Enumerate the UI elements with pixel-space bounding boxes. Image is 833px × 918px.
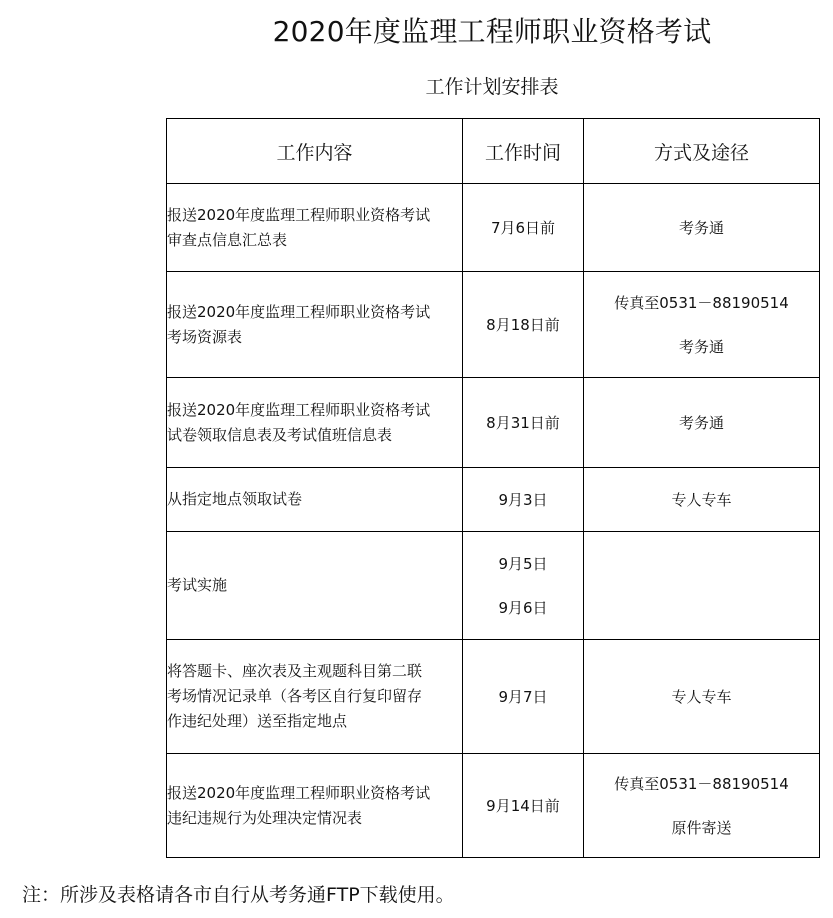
cell-line: 从指定地点领取试卷 [167, 490, 303, 508]
cell-method [584, 378, 820, 468]
cell-line: 9月6日 [498, 598, 548, 617]
cell-method [584, 184, 820, 272]
cell-time [463, 378, 584, 468]
cell-time [463, 532, 584, 640]
cell-line: 传真至0531－88190514 [614, 293, 789, 312]
cell-content [167, 272, 463, 378]
cell-method [584, 754, 820, 858]
document-title: 2020年度监理工程师职业资格考试 [272, 15, 712, 48]
cell-line: 将答题卡、座次表及主观题科目第二联 [167, 662, 423, 680]
cell-line: 考场资源表 [167, 327, 243, 346]
cell-line: 专人专车 [671, 490, 732, 509]
cell-line: 专人专车 [671, 687, 732, 706]
cell-line: 传真至0531－88190514 [614, 774, 789, 793]
cell-line: 原件寄送 [671, 818, 732, 837]
cell-line: 作违纪处理）送至指定地点 [167, 712, 348, 730]
cell-line: 报送2020年度监理工程师职业资格考试 [167, 205, 431, 224]
table-row [167, 754, 820, 858]
table-row [167, 532, 820, 640]
cell-line: 8月31日前 [486, 413, 560, 432]
cell-line: 报送2020年度监理工程师职业资格考试 [167, 302, 431, 321]
cell-time [463, 468, 584, 532]
cell-line: 考务通 [678, 413, 724, 432]
cell-time [463, 184, 584, 272]
cell-time [463, 272, 584, 378]
cell-method-empty [584, 532, 820, 640]
cell-line: 报送2020年度监理工程师职业资格考试 [167, 400, 431, 419]
cell-line: 考场情况记录单（各考区自行复印留存 [167, 687, 423, 705]
cell-line: 审查点信息汇总表 [167, 230, 288, 249]
table-row [167, 184, 820, 272]
header-content: 工作内容 [167, 119, 463, 184]
cell-line: 考务通 [678, 337, 724, 356]
cell-content [167, 754, 463, 858]
cell-line: 8月18日前 [486, 315, 560, 334]
cell-time [463, 754, 584, 858]
cell-method [584, 640, 820, 754]
cell-line: 考务通 [678, 218, 724, 237]
cell-content [167, 378, 463, 468]
schedule-table [166, 118, 820, 858]
table-header-row [167, 119, 820, 184]
footnote: 注：所涉及表格请各市自行从考务通FTP下载使用。 [22, 884, 455, 906]
cell-content [167, 532, 463, 640]
cell-line: 7月6日前 [490, 218, 556, 237]
cell-method [584, 468, 820, 532]
cell-line: 违纪违规行为处理决定情况表 [167, 808, 363, 827]
cell-line: 9月14日前 [486, 796, 560, 815]
header-method: 方式及途径 [584, 119, 820, 184]
cell-line: 报送2020年度监理工程师职业资格考试 [167, 783, 431, 802]
table-row [167, 640, 820, 754]
document-subtitle: 工作计划安排表 [425, 76, 559, 98]
cell-content [167, 184, 463, 272]
cell-content [167, 468, 463, 532]
cell-content [167, 640, 463, 754]
header-time: 工作时间 [463, 119, 584, 184]
cell-line: 考试实施 [167, 576, 228, 594]
cell-line: 9月3日 [498, 490, 548, 509]
cell-method [584, 272, 820, 378]
cell-line: 试卷领取信息表及考试值班信息表 [167, 425, 393, 444]
table-row [167, 272, 820, 378]
cell-line: 9月5日 [498, 554, 548, 573]
cell-time [463, 640, 584, 754]
table-row [167, 378, 820, 468]
cell-line: 9月7日 [498, 687, 548, 706]
table-row [167, 468, 820, 532]
